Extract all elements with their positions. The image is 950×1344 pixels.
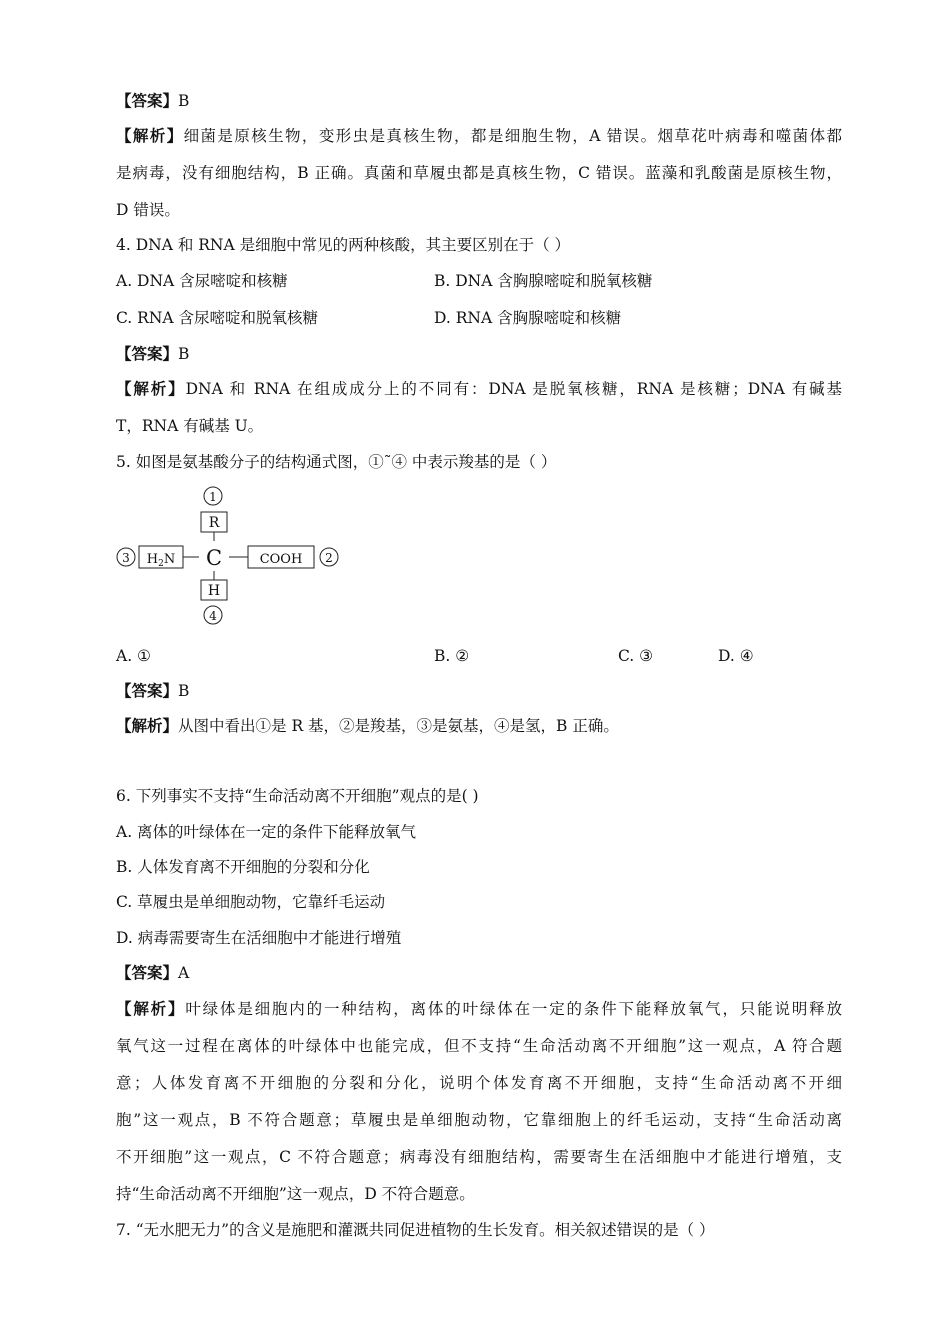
q4-option-b: B. DNA 含胸腺嘧啶和脱氧核糖 (434, 272, 653, 290)
q5-analysis-line-1: 【解析】从图中看出①是 R 基，②是羧基，③是氨基，④是氢，B 正确。 (116, 716, 619, 735)
q4-question: 4. DNA 和 RNA 是细胞中常见的两种核酸，其主要区别在于（ ） (116, 236, 571, 254)
analysis-label: 【解析】 (116, 999, 186, 1018)
q6-analysis-line-4: 胞”这一观点，B 不符合题意；草履虫是单细胞动物，它靠细胞上的纤毛运动，支持“生命活动离 (116, 1111, 842, 1129)
q3-answer (116, 91, 189, 111)
q6-analysis-line-1: 【解析】叶绿体是细胞内的一种结构，离体的叶绿体在一定的条件下能释放氧气，只能说明释放 (116, 999, 842, 1018)
q7-question: 7. “无水肥无力”的含义是施肥和灌溉共同促进植物的生长发育。相关叙述错误的是（ ） (116, 1221, 715, 1239)
marker-bottom-digit: 4 (209, 609, 217, 623)
q4-analysis-line-2: T，RNA 有碱基 U。 (116, 417, 264, 435)
marker-top-digit: 1 (209, 490, 217, 504)
q4-answer (116, 344, 189, 364)
q6-analysis-line-5: 不开细胞”这一观点，C 不符合题意；病毒没有细胞结构，需要寄生在活细胞中才能进行增殖，支 (116, 1148, 842, 1166)
marker-right-digit: 2 (325, 551, 333, 565)
q4-option-d: D. RNA 含胸腺嘧啶和核糖 (434, 309, 622, 327)
q3-analysis-line-1: 【解析】细菌是原核生物，变形虫是真核生物，都是细胞生物，A 错误。烟草花叶病毒和噬菌体都 (116, 126, 842, 145)
answer-value: B (178, 345, 190, 363)
q6-option-b: B. 人体发育离不开细胞的分裂和分化 (116, 858, 370, 876)
q6-analysis-line-6: 持“生命活动离不开细胞”这一观点，D 不符合题意。 (116, 1185, 475, 1203)
answer-label: 【答案】 (116, 344, 179, 363)
q5-option-a: A. ① (116, 647, 151, 665)
q6-option-c: C. 草履虫是单细胞动物，它靠纤毛运动 (116, 893, 386, 911)
q4-option-c: C. RNA 含尿嘧啶和脱氧核糖 (116, 309, 319, 327)
group-cooh: COOH (259, 552, 303, 567)
answer-label: 【答案】 (116, 91, 179, 110)
q5-answer (116, 681, 189, 701)
q6-analysis-line-2: 氧气这一过程在离体的叶绿体中也能完成，但不支持“生命活动离不开细胞”这一观点，A 符合题 (116, 1037, 842, 1055)
analysis-label: 【解析】 (116, 126, 184, 145)
q5-option-b: B. ② (434, 647, 470, 665)
group-h: H (207, 583, 221, 599)
q5-option-c: C. ③ (618, 647, 654, 665)
group-h2n: $H_2N$ (146, 552, 176, 569)
q4-analysis-line-1: 【解析】DNA 和 RNA 在组成成分上的不同有：DNA 是脱氧核糖，RNA 是核糖；DNA 有碱基 (116, 379, 842, 398)
q6-option-d: D. 病毒需要寄生在活细胞中才能进行增殖 (116, 929, 402, 947)
q6-answer (116, 963, 189, 983)
answer-value: B (178, 682, 190, 700)
answer-label: 【答案】 (116, 963, 179, 982)
central-carbon: C (205, 546, 223, 570)
q5-option-d: D. ④ (718, 647, 754, 665)
answer-label: 【答案】 (116, 681, 179, 700)
q6-question: 6. 下列事实不支持“生命活动离不开细胞”观点的是( ) (116, 787, 479, 805)
q6-analysis-line-3: 意；人体发育离不开细胞的分裂和分化，说明个体发育离不开细胞，支持“生命活动离不开细 (116, 1074, 842, 1092)
answer-value: A (178, 964, 190, 982)
analysis-label: 【解析】 (116, 716, 179, 735)
q3-analysis-line-3: D 错误。 (116, 201, 180, 219)
q6-option-a: A. 离体的叶绿体在一定的条件下能释放氧气 (116, 823, 417, 841)
answer-value: B (178, 92, 190, 110)
group-r: R (208, 515, 220, 531)
q3-analysis-line-2: 是病毒，没有细胞结构，B 正确。真菌和草履虫都是真核生物，C 错误。蓝藻和乳酸菌是原核生物， (116, 164, 842, 182)
q5-question: 5. 如图是氨基酸分子的结构通式图，①˜④ 中表示羧基的是（ ） (116, 453, 557, 471)
amino-acid-structure-diagram (112, 485, 352, 630)
q4-option-a: A. DNA 含尿嘧啶和核糖 (116, 272, 288, 290)
analysis-label: 【解析】 (116, 379, 186, 398)
marker-left-digit: 3 (122, 551, 130, 565)
